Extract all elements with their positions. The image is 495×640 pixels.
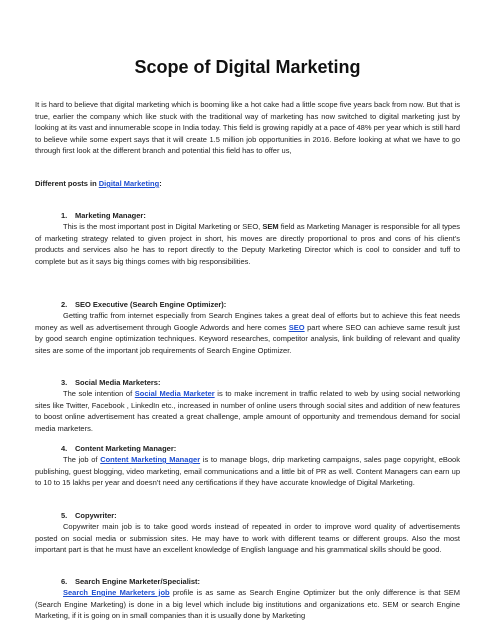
intro-paragraph: It is hard to believe that digital marketing which is booming like a hot cake had a little scope five years back from now. But that is true, earlier the company which like stuck with the traditional way of marketing has now switched to digital marketing just by looking at its vast and innumerable scope in India today. This field is growing rapidly at a pace of 48% per year which is still hard to believe while some expert says that it will create 1.5 million job opportunities in 2016. Before looking at what we have to go through first look at the different branch and potential this field has to offer us, [35,100,460,156]
item-5-title: Copywriter: [75,511,117,520]
item-1-title: Marketing Manager: [75,211,146,220]
item-3-heading [61,377,160,388]
item-2-title: SEO Executive (Search Engine Optimizer): [75,300,227,309]
item-4-paragraph [35,454,460,489]
item-3-number: 3. [61,378,68,387]
item-6-title: Search Engine Marketer/Specialist: [75,577,201,586]
item-4-text-a: The job of [63,455,101,464]
search-engine-marketers-job-link[interactable]: Search Engine Marketers job [63,588,170,597]
posts-heading-prefix: Different posts in [35,179,99,188]
item-2-paragraph [35,310,460,356]
posts-heading [35,178,162,189]
item-3-title: Social Media Marketers: [75,378,161,387]
social-media-marketer-link[interactable]: Social Media Marketer [134,389,215,398]
item-1-number: 1. [61,211,68,220]
item-2-number: 2. [61,300,68,309]
item-3-paragraph [35,388,460,434]
item-5-number: 5. [61,511,68,520]
item-2-text-b: part where SEO can achieve same result just by good search engine optimization techniques. Keyword researches, competitor analysis, link building of relevant and quality sites are some of the important job requirements of Search Engine Optimizer. [35,322,460,355]
item-3-text-a: The sole intention of [63,389,135,398]
item-4-text-b: is to manage blogs, drip marketing campaigns, sales page copyright, eBook publishing, guest blogging, video marketing, email communications and a little bit of PR as well. Content Managers can earn up to 10 to 15 lakhs per year and doesn’t need any certifications if they have accurate knowledge of Digital Marketing. [35,455,460,488]
item-5-heading [61,510,117,521]
item-6-heading [61,576,200,587]
page-title: Scope of Digital Marketing [134,57,361,77]
item-1-text-a: This is the most important post in Digital Marketing or SEO, [63,222,263,231]
item-2-text-a: Getting traffic from internet especially from Search Engines takes a great deal of efforts but to achieve this feat needs money as well as advertisement through Google Adwords and here comes [35,311,460,332]
posts-heading-suffix: : [159,179,162,188]
item-1-bold-sem: SEM [262,222,279,231]
item-3-text-b: is to make increment in traffic related to web by using social networking sites like Twitter, Facebook , LinkedIn etc., increased in number of online users through social sites and addition of new features to boost online advertisement has created a great challenge, ample amount of opportunity and tremendous demand for social media marketers. [35,389,460,433]
item-6-number: 6. [61,577,68,586]
item-6-text-b: profile is as same as Search Engine Optimizer but the only difference is that SEM (Search Engine Marketing) is done in a big level which include big institutions and organizations etc. SEM or search Engine Marketing, if it is going on in small companies than it is usually done by Marketing [35,588,461,621]
item-4-number: 4. [61,444,68,453]
digital-marketing-link[interactable]: Digital Marketing [98,179,160,188]
item-4-heading [61,443,176,454]
content-marketing-manager-link[interactable]: Content Marketing Manager [100,455,201,464]
seo-link[interactable]: SEO [288,322,305,332]
item-6-paragraph [35,587,460,622]
item-1-heading [61,210,146,221]
item-1-paragraph [35,221,460,267]
item-1-text-b: field as Marketing Manager is responsible for all types of marketing strategy related to given project in short, his moves are directly proportional to pros and cons of his client's products and services also he has to report directly to the Deputy Marketing Director which is cool to consider and tuff to complete but as it says big things comes with big responsibilities. [35,222,461,266]
item-5-paragraph: Copywriter main job is to take good words instead of repeated in order to improve word quality of advertisements posted on social media or submission sites. He may have to work with different teams or different groups. Also the most important part is that he must have an excellent knowledge of English language and his grammatical skills should be good. [35,522,460,555]
item-4-title: Content Marketing Manager: [75,444,177,453]
item-2-heading [61,299,226,310]
